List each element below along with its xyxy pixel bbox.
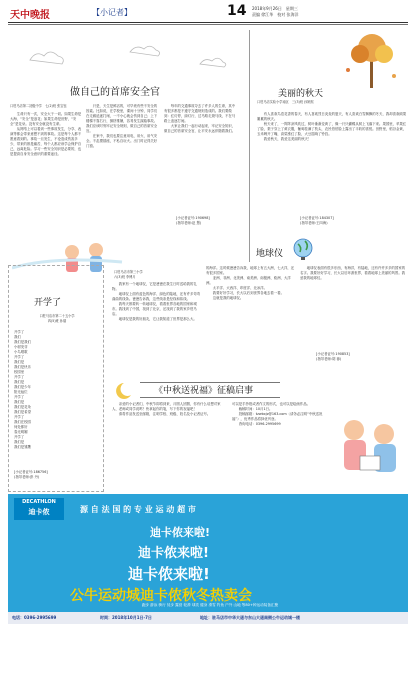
article1-col2: 只是，天生是鲜活的，可毕竟有些不安全的因素。比如说，在学校里，课间十分钟，同学们在走廊追逐打闹，一不小心就会伤到自己；上下楼梯不靠右行，拥挤推搡，容易发生踩踏事故。我们应该时刻牢记安全规则，做自己的首席安全官。 在家中，我们也要注意用电、用火、用气安全。不乱摸插座，不私自玩火。出门时记得关好门窗。 [86, 104, 158, 148]
article3-author: 口驻马店市第二十五小学 四(5)班 孙瑞 [39, 314, 75, 323]
article4-col1: 我家有一个地球仪，它是爸爸在我生日时送给我的礼物。 地球仪上面有蓝色的海洋、绿色的陆地，还有许多弯弯曲曲的线条。爸爸告诉我，这些线条是经线和纬线。 我每天都要转一转地球仪，看看世界各地的国家和城市。我找到了中国，找到了北京，还找到了我的家乡驻马店。 地球仪是我的好朋友，它让我知道了世界是那么大。 [112, 282, 201, 321]
article4-col3: 地球仪表面有很多东西，有海洋，有陆地，还有许许多多的国家的名字。我要好好学习，长大以后环游世界，看看地球上美丽的风景。我爱我的地球仪。 [300, 266, 406, 280]
article1-col3: 每年的交通事故夺去了许多人的生命，其中有很多都是不遵守交通规则造成的。我们要做到：红灯停，绿灯行，过马路走斑马线，不在马路上追逐打闹。 大家让我们一起行动起来，牢记安全知识，做自己的首席安全官，让平安永远伴随着我们。 [164, 104, 236, 133]
newspaper-logo: 天中晚报 [10, 10, 50, 21]
article2-author: 口驻马店实验小学南区 三(3)班 孙妍熙 [257, 100, 314, 104]
autumn-tree-illustration [330, 30, 408, 90]
article2-title: 美丽的秋天 [278, 89, 324, 99]
moon-icon [110, 380, 136, 400]
article3-poem: 开学了 我们 我们是我们 小树发芽 小鸟唱歌 开学了 我们是 我们是快乐 校园里 开学了 我们是 我们是少年 阳光灿烂 开学了 我们是 我们是花朵 我们是希望 开学了 我们在校园 何处都好 春光明媚 开学了 我们是 我们是雏鹰 [14, 330, 31, 449]
notice-col1: 亲爱的小记者们，中秋节即将到来，月圆人团圆，你有什么话想对家人、老师或同学说吗？快拿起你的笔，写下你的祝福吧！ 请将作品发送至邮箱，注明学校、班级、姓名及小记者证号。 [112, 402, 221, 416]
date-line: 2018年9月26日 星期三 [252, 6, 298, 11]
article4-col2: 的海洋。这时候爸爸告诉我，地球上有五大洲，七大洋，还有很多国家。 亚洲、非洲、北美洲、南美洲、南极洲、欧洲、大洋洲。 太平洋、大西洋、印度洋、北冰洋。 我要好好学习，长大以后到世界各地去看一看。 这就是我的地球仪。 [206, 266, 295, 300]
ad-address: 地址：驻马店市中华大道与东山大道南侧公牛运动城一楼 [200, 615, 300, 620]
clouds-illustration [10, 30, 248, 80]
article1-col1: 生命只有一次，安全大于一切。如果生命是大海，“安全”是浪花；如果生命是田野，“安全”是花朵。没有安全就没有生命。 从网络上可以看到一些事故发生，分享、表演等都会带来意想不到的事故。这是每个人都不愿意看到的。事故一旦发生，不论造成伤害多少，带来的都是痛苦，每个人都应该学会保护自己，远离危险。学习一些安全知识是必要的，也是提高自身安全意识的重要途径。 [10, 112, 82, 156]
article2-body: 有人喜欢鸟语花香的春天，有人喜欢烈日炎炎的夏天，有人喜欢白雪飘飘的冬天，我却喜欢硕果累累的秋天。 秋天来了，一阵阵凉风吹过，树叶渐渐变黄了，像一只只蝴蝶从树上飞落下来。果园里，苹果红了脸，梨子穿上了黄衣服，葡萄挂满了枝头，农民伯伯脸上露出了丰收的喜悦。田野里，稻谷金黄，玉米咧开了嘴，高粱涨红了脸，大豆摇响了铃铛。 我爱秋天，我爱这美丽的秋天！ [257, 112, 407, 141]
ad-big-1: 迪卡侬来啦! [150, 526, 211, 539]
article3-title: 开学了 [34, 298, 62, 308]
article1-title: 做自己的首席安全官 [70, 87, 160, 98]
notice-col2: 可以是手抄报或者作文的形式，也可以是绘画作品。 截稿时间：10月1日。 投稿邮箱：tzwbxjz@163.com（请务必注明“中秋送祝福”），优秀作品将择优刊登。 咨询电话：0396-2995699 [232, 402, 323, 426]
ad-brand-logo [14, 498, 64, 520]
article1-author: 口驻马店第二初级中学 七(2)班 张宝钰 [10, 104, 67, 108]
ad-slogan-top: 源 自 法 国 的 专 业 运 动 超 市 [80, 505, 196, 514]
ad-phone: 电话：0396-2995699 [12, 615, 57, 620]
article4-title: 地球仪 [256, 249, 284, 259]
column-name: 【小记者】 [92, 8, 132, 17]
header-rule [8, 22, 408, 23]
page-number: 14 [227, 3, 247, 19]
ad-big-3: 迪卡侬来啦! [128, 565, 210, 583]
column-divider [249, 30, 250, 262]
ad-big-2: 迪卡侬来啦! [138, 546, 209, 561]
article1-byline: [小记者证号:190698] (指导老师:赵 慧) [176, 216, 210, 225]
article4-byline: [小记者证号:190853] (指导老师:胡 蓉) [316, 352, 350, 361]
ad-brand-cn: 迪卡侬 [28, 508, 50, 516]
article3-byline: [小记者证号:186756] (指导老师:彭 丹) [14, 470, 48, 479]
globe-icon [290, 236, 316, 262]
ad-sub: 跑步 游泳 骑行 徒步 露营 轮滑 球类 健身 滑雪 钓鱼 户外 山地 等80+种运动装备汇聚 [141, 603, 279, 607]
ad-event-title: 公牛运动城迪卡侬秋冬热卖会 [70, 588, 252, 604]
children-reading-illustration [330, 410, 408, 484]
ad-time: 时间：2018年10月1日-7日 [100, 615, 152, 620]
article2-byline: [小记者证号:184307] (指导老师:王四海) [300, 216, 334, 225]
notice-title: 《中秋送祝福》征稿启事 [154, 386, 254, 396]
header-rule-thin [8, 24, 408, 25]
header-meta [252, 6, 299, 18]
ad-brand: DECATHLON [22, 499, 56, 505]
editor-line: 责编 徐江华 校对 张海洋 [252, 12, 299, 17]
article4-author: 口驻马店市第三小学 六(3)班 李博月 [114, 270, 143, 279]
